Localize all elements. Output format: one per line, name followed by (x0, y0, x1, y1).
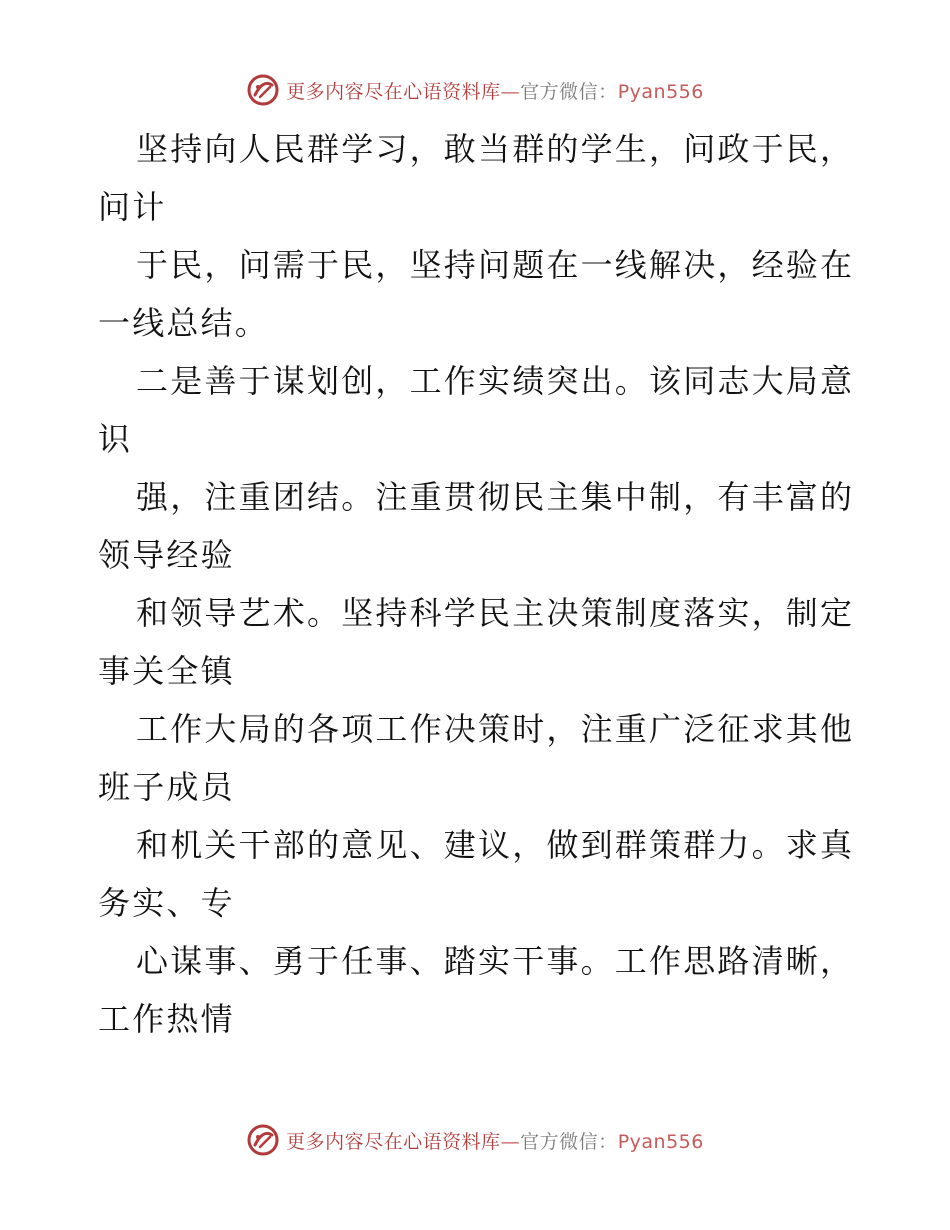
library-logo-icon (246, 1123, 280, 1157)
header-banner-text (286, 77, 704, 104)
body-line: 务实、专 (98, 884, 235, 922)
body-line: 领导经验 (98, 536, 235, 574)
footer-brand: 更多内容尽在心语资料库 (286, 1130, 501, 1153)
body-line: 坚持向人民群学习，敢当群的学生，问政于民， (136, 130, 855, 168)
header-banner (0, 70, 950, 110)
header-dash: — (500, 80, 521, 103)
body-line: 于民，问需于民，坚持问题在一线解决，经验在 (136, 246, 855, 284)
body-line: 一线总结。 (98, 304, 270, 342)
footer-banner (0, 1120, 950, 1160)
footer-wechat-label: 官方微信： (520, 1130, 618, 1153)
body-line: 识 (98, 420, 133, 458)
body-line: 强，注重团结。注重贯彻民主集中制，有丰富的 (136, 478, 855, 516)
body-line: 工作热情 (98, 1000, 235, 1038)
header-wechat-label: 官方微信： (520, 80, 618, 103)
footer-banner-text (286, 1127, 704, 1154)
body-line: 二是善于谋划创，工作实绩突出。该同志大局意 (136, 362, 855, 400)
body-line: 心谋事、勇于任事、踏实干事。工作思路清晰， (136, 942, 855, 980)
footer-dash: — (500, 1130, 521, 1153)
document-body (98, 120, 858, 1048)
header-brand: 更多内容尽在心语资料库 (286, 80, 501, 103)
body-line: 和机关干部的意见、建议，做到群策群力。求真 (136, 826, 855, 864)
body-line: 和领导艺术。坚持科学民主决策制度落实，制定 (136, 594, 855, 632)
library-logo-icon (246, 73, 280, 107)
body-line: 工作大局的各项工作决策时，注重广泛征求其他 (136, 710, 855, 748)
body-line: 班子成员 (98, 768, 235, 806)
footer-wechat-id: Pyan556 (617, 1130, 704, 1153)
body-line: 问计 (98, 188, 167, 226)
header-wechat-id: Pyan556 (617, 80, 704, 103)
body-line: 事关全镇 (98, 652, 235, 690)
